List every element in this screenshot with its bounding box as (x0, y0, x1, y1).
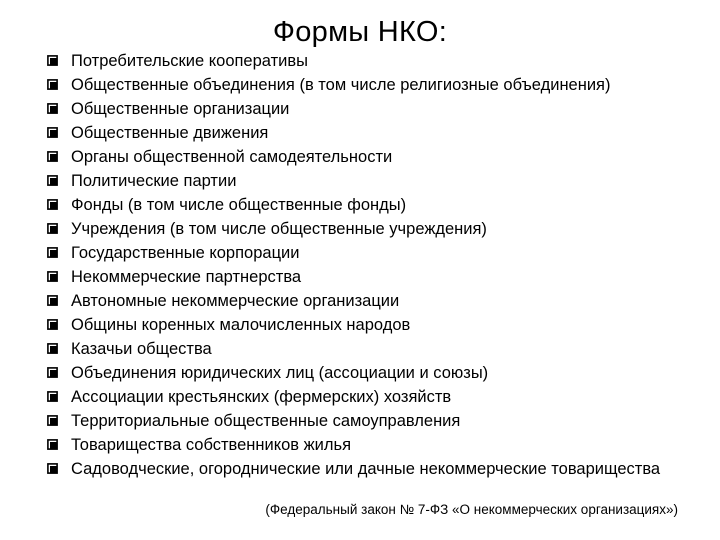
list-item-label: Политические партии (71, 172, 237, 190)
square-checkbox-icon (47, 367, 58, 378)
slide-title: Формы НКО: (272, 16, 448, 48)
list-item (0, 145, 681, 169)
square-checkbox-icon (47, 79, 58, 90)
list-item-label: Общественные движения (71, 124, 269, 142)
list-item (0, 433, 681, 457)
list-item (0, 289, 681, 313)
list-item (0, 361, 681, 385)
list-item-label: Садоводческие, огороднические или дачные некоммерческие товарищества (71, 460, 661, 478)
list-item (0, 265, 681, 289)
list-item-label: Органы общественной самодеятельности (71, 148, 393, 166)
list-item-label: Территориальные общественные самоуправления (71, 412, 461, 430)
law-footnote: (Федеральный закон № 7-ФЗ «О некоммерческих организациях») (265, 502, 678, 517)
square-checkbox-icon (47, 247, 58, 258)
square-checkbox-icon (47, 151, 58, 162)
list-item (0, 193, 681, 217)
list-item (0, 385, 681, 409)
list-item-label: Потребительские кооперативы (71, 52, 308, 70)
square-checkbox-icon (47, 439, 58, 450)
square-checkbox-icon (47, 175, 58, 186)
square-checkbox-icon (47, 463, 58, 474)
list-item (0, 121, 681, 145)
list-item-label: Товарищества собственников жилья (71, 436, 352, 454)
list-item-label: Ассоциации крестьянских (фермерских) хозяйств (71, 388, 452, 406)
square-checkbox-icon (47, 415, 58, 426)
list-item (0, 313, 681, 337)
nko-forms-list (0, 49, 681, 479)
list-item (0, 457, 681, 479)
list-item-label: Общественные организации (71, 100, 290, 118)
list-item-label: Фонды (в том числе общественные фонды) (71, 196, 407, 214)
square-checkbox-icon (47, 295, 58, 306)
list-item-label: Общественные объединения (в том числе религиозные объединения) (71, 76, 611, 94)
square-checkbox-icon (47, 391, 58, 402)
square-checkbox-icon (47, 199, 58, 210)
square-checkbox-icon (47, 127, 58, 138)
square-checkbox-icon (47, 343, 58, 354)
list-item-label: Казачьи общества (71, 340, 212, 358)
list-item-label: Государственные корпорации (71, 244, 300, 262)
list-item-label: Объединения юридических лиц (ассоциации и союзы) (71, 364, 489, 382)
square-checkbox-icon (47, 103, 58, 114)
list-item (0, 97, 681, 121)
list-item-label: Автономные некоммерческие организации (71, 292, 400, 310)
list-item-label: Некоммерческие партнерства (71, 268, 302, 286)
list-item-label: Учреждения (в том числе общественные учреждения) (71, 220, 487, 238)
list-item (0, 169, 681, 193)
square-checkbox-icon (47, 223, 58, 234)
list-item (0, 73, 681, 97)
list-item-label: Общины коренных малочисленных народов (71, 316, 411, 334)
list-item (0, 217, 681, 241)
list-item (0, 241, 681, 265)
list-item (0, 49, 681, 73)
square-checkbox-icon (47, 271, 58, 282)
square-checkbox-icon (47, 55, 58, 66)
list-item (0, 409, 681, 433)
list-item (0, 337, 681, 361)
square-checkbox-icon (47, 319, 58, 330)
